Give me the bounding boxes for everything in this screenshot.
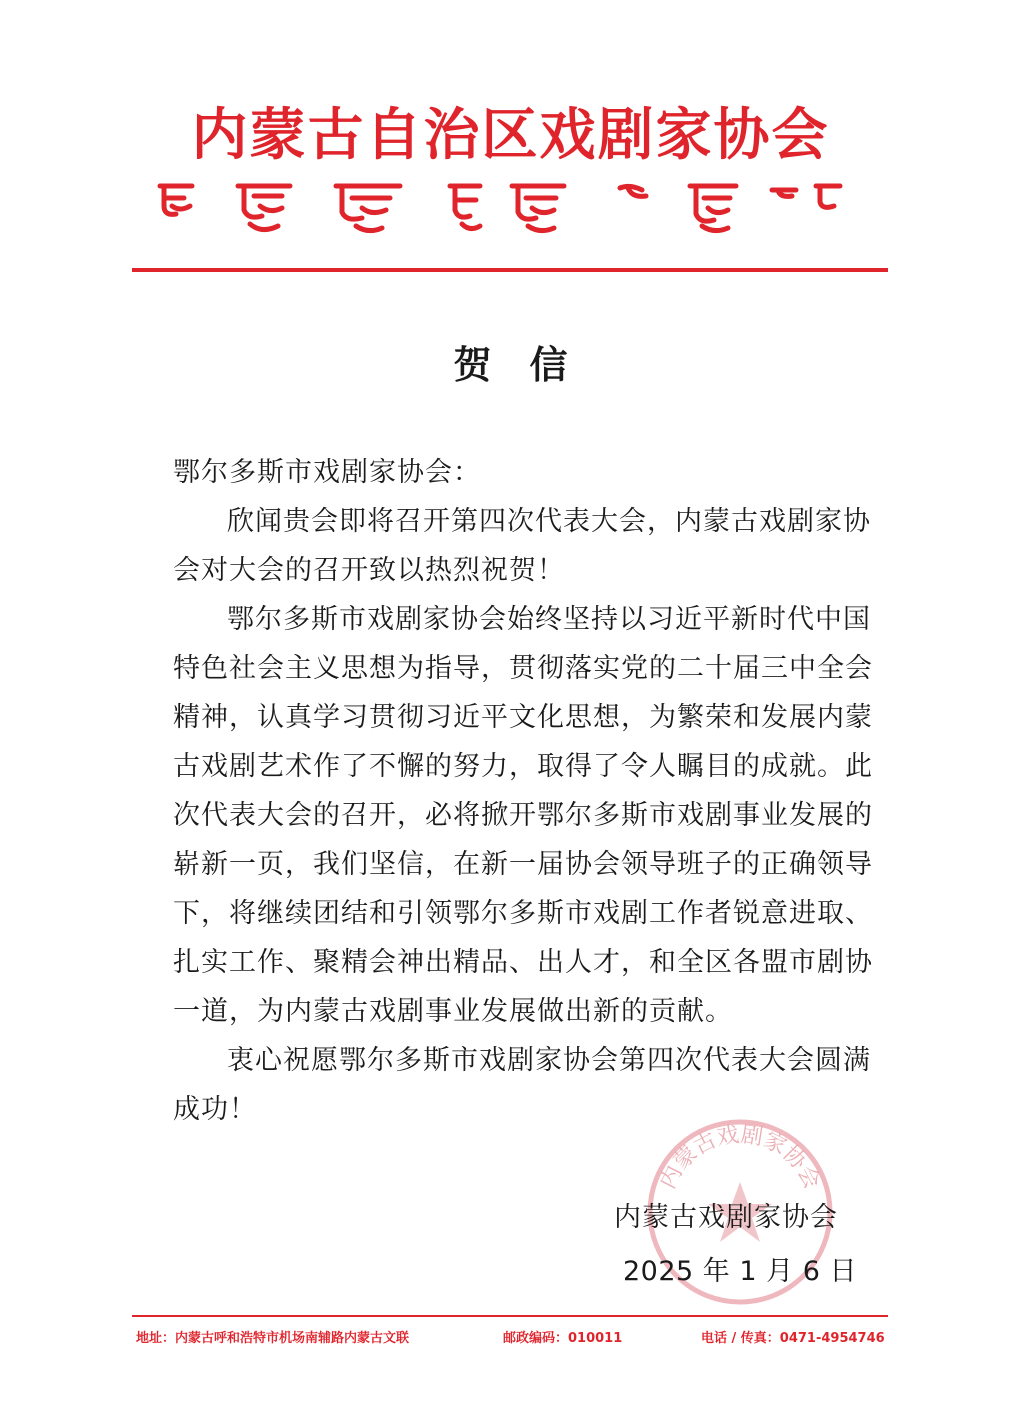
letterhead-title: 内蒙古自治区戏剧家协会 xyxy=(191,102,830,168)
footer-address: 地址：内蒙古呼和浩特市机场南辅路内蒙古文联 xyxy=(136,1331,410,1346)
letter-body xyxy=(173,448,893,1134)
footer-postcode: 邮政编码：010011 xyxy=(503,1331,623,1346)
letterhead-divider xyxy=(132,268,888,272)
footer-divider xyxy=(132,1315,888,1317)
footer xyxy=(136,1327,896,1351)
signature-organization: 内蒙古戏剧家协会 xyxy=(614,1202,838,1233)
paragraph-3: 衷心祝愿鄂尔多斯市戏剧家协会第四次代表大会圆满成功！ xyxy=(173,1045,871,1125)
signature-date: 2025 年 1 月 6 日 xyxy=(623,1256,857,1287)
paragraph-1: 欣闻贵会即将召开第四次代表大会，内蒙古戏剧家协会对大会的召开致以热烈祝贺！ xyxy=(173,506,871,586)
paragraph-2: 鄂尔多斯市戏剧家协会始终坚持以习近平新时代中国特色社会主义思想为指导，贯彻落实党的二十届三中全会精神，认真学习贯彻习近平文化思想，为繁荣和发展内蒙古戏剧艺术作了不懈的努力，取得了令人瞩目的成就。此次代表大会的召开，必将掀开鄂尔多斯市戏剧事业发展的崭新一页，我们坚信，在新一届协会领导班子的正确领导下，将继续团结和引领鄂尔多斯市戏剧工作者锐意进取、扎实工作、聚精会神出精品、出人才，和全区各盟市剧协一道，为内蒙古戏剧事业发展做出新的贡献。 xyxy=(173,604,873,1027)
footer-phone: 电话 / 传真：0471-4954746 xyxy=(701,1331,885,1346)
mongolian-script-letterhead xyxy=(150,172,850,242)
document-title: 贺信 xyxy=(453,342,606,387)
seal-text: 内蒙古戏剧家协会 xyxy=(655,1122,825,1193)
salutation: 鄂尔多斯市戏剧家协会： xyxy=(173,457,481,488)
